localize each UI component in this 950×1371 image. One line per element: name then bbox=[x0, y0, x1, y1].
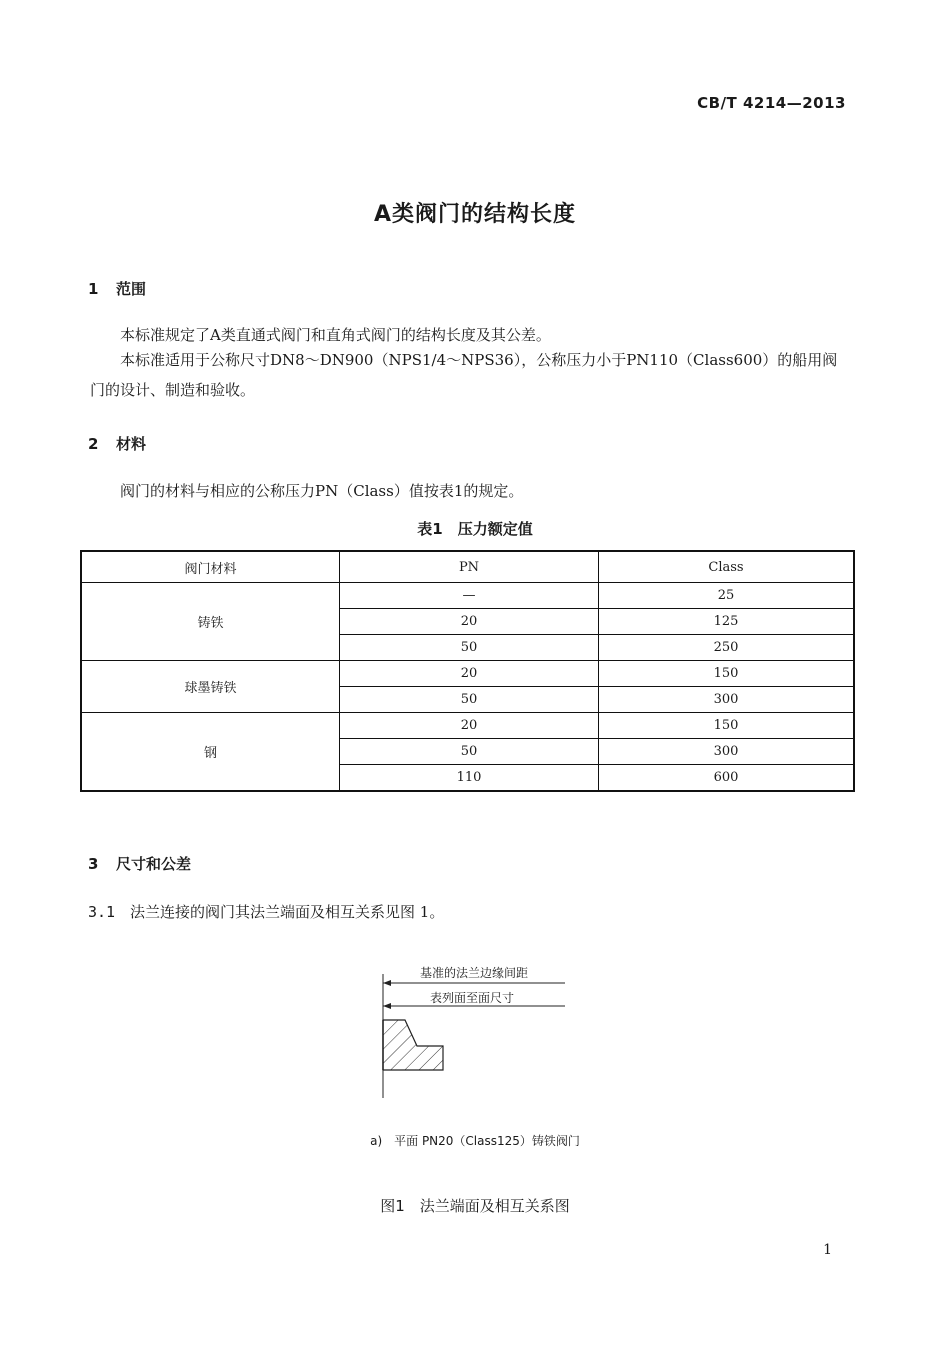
materials-paragraph: 阀门的材料与相应的公称压力PN（Class）值按表1的规定。 bbox=[120, 482, 524, 500]
material-cell: 铸铁 bbox=[81, 583, 340, 661]
section-3-number: 3 bbox=[88, 855, 99, 873]
section-1-heading bbox=[88, 278, 146, 299]
table-header-row bbox=[81, 551, 854, 583]
pn-cell: — bbox=[340, 583, 599, 609]
section-3-title: 尺寸和公差 bbox=[116, 855, 192, 873]
table-row bbox=[81, 661, 854, 687]
pn-cell: 20 bbox=[340, 609, 599, 635]
header-material: 阀门材料 bbox=[81, 551, 340, 583]
arrowhead-lower bbox=[383, 1003, 391, 1009]
section-1-title: 范围 bbox=[116, 280, 147, 298]
pn-cell: 50 bbox=[340, 687, 599, 713]
header-class: Class bbox=[599, 551, 855, 583]
class-cell: 125 bbox=[599, 609, 855, 635]
section-1-number: 1 bbox=[88, 280, 99, 298]
class-cell: 150 bbox=[599, 661, 855, 687]
section-3-heading bbox=[88, 853, 191, 874]
page-title: A类阀门的结构长度 bbox=[373, 202, 577, 227]
pn-cell: 20 bbox=[340, 713, 599, 739]
table-row bbox=[81, 713, 854, 739]
section-2-title: 材料 bbox=[116, 435, 147, 453]
pn-cell: 20 bbox=[340, 661, 599, 687]
class-cell: 300 bbox=[599, 687, 855, 713]
subsection-3-1 bbox=[88, 897, 848, 927]
class-cell: 150 bbox=[599, 713, 855, 739]
page-number: 1 bbox=[823, 1242, 832, 1258]
class-cell: 600 bbox=[599, 765, 855, 792]
table-1-caption: 表1 压力额定值 bbox=[417, 520, 533, 538]
scope-paragraph-2: 本标准适用于公称尺寸DN8～DN900（NPS1/4～NPS36），公称压力小于PN110（Class600）的船用阀门的设计、制造和验收。 bbox=[90, 351, 838, 399]
label-flange-edge-spacing: 基准的法兰边缘间距 bbox=[420, 966, 529, 980]
subsection-3-1-number: 3.1 bbox=[88, 903, 116, 921]
header-pn: PN bbox=[340, 551, 599, 583]
pn-cell: 110 bbox=[340, 765, 599, 792]
pn-cell: 50 bbox=[340, 635, 599, 661]
label-face-to-face: 表列面至面尺寸 bbox=[430, 991, 515, 1005]
class-cell: 25 bbox=[599, 583, 855, 609]
section-2-heading bbox=[88, 433, 146, 454]
flange-diagram bbox=[375, 958, 575, 1108]
class-cell: 300 bbox=[599, 739, 855, 765]
figure-subcaption: a) 平面 PN20（Class125）铸铁阀门 bbox=[370, 1134, 580, 1148]
pressure-rating-table bbox=[80, 550, 855, 792]
scope-paragraph-1: 本标准规定了A类直通式阀门和直角式阀门的结构长度及其公差。 bbox=[120, 326, 551, 344]
document-code: CB/T 4214—2013 bbox=[697, 94, 846, 112]
arrowhead-upper bbox=[383, 980, 391, 986]
figure-1-title: 图1 法兰端面及相互关系图 bbox=[380, 1197, 570, 1215]
flange-profile bbox=[383, 1020, 443, 1070]
section-2-number: 2 bbox=[88, 435, 99, 453]
table-row bbox=[81, 583, 854, 609]
class-cell: 250 bbox=[599, 635, 855, 661]
subsection-3-1-text: 法兰连接的阀门其法兰端面及相互关系见图 1。 bbox=[130, 903, 445, 921]
pn-cell: 50 bbox=[340, 739, 599, 765]
material-cell: 钢 bbox=[81, 713, 340, 792]
material-cell: 球墨铸铁 bbox=[81, 661, 340, 713]
